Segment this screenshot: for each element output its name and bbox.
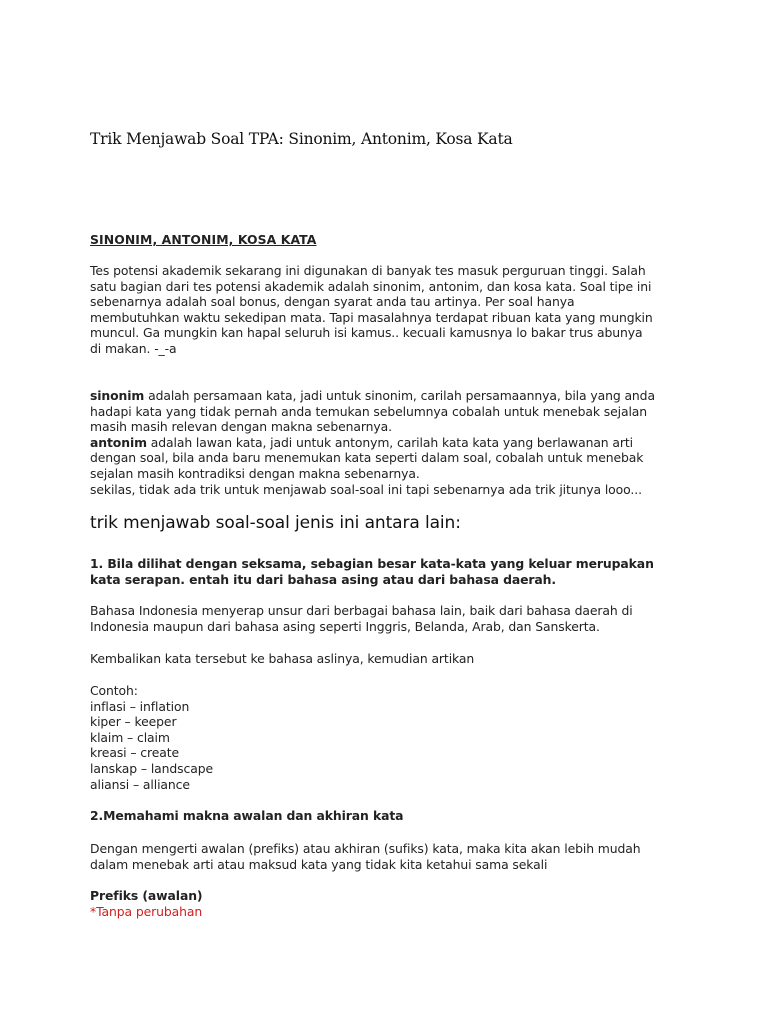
- example-item: inflasi – inflation: [90, 698, 190, 714]
- trick1-heading-line: kata serapan. entah itu dari bahasa asing atau dari bahasa daerah.: [90, 571, 557, 587]
- section-heading-text: SINONIM, ANTONIM, KOSA KATA: [90, 232, 317, 247]
- trick2-paragraph: [90, 841, 690, 872]
- antonim-line: sejalan masih kontradiksi dengan makna sebenarnya.: [90, 465, 420, 481]
- trick2-para-line: Dengan mengerti awalan (prefiks) atau akhiran (sufiks) kata, maka kita akan lebih mudah: [90, 841, 641, 856]
- trick1-heading: [90, 556, 690, 587]
- trick2-heading: [90, 808, 690, 824]
- intro-paragraph: [90, 263, 690, 357]
- trick2-para-line: dalam menebak arti atau maksud kata yang tidak kita ketahui sama sekali: [90, 856, 548, 872]
- antonim-term: antonim: [90, 434, 147, 450]
- sinonim-term: sinonim: [90, 388, 145, 403]
- intro-line: sebenarnya adalah soal bonus, dengan syarat anda tau artinya. Per soal hanya: [90, 294, 575, 310]
- intro-line: Tes potensi akademik sekarang ini digunakan di banyak tes masuk perguruan tinggi. Salah: [90, 263, 646, 278]
- intro-line: di makan. -_-a: [90, 340, 177, 356]
- prefix-note: *Tanpa perubahan: [90, 903, 203, 919]
- sinonim-text: adalah persamaan kata, jadi untuk sinonim, carilah persamaannya, bila yang anda: [144, 388, 655, 403]
- trick1-para-line: Indonesia maupun dari bahasa asing seperti Inggris, Belanda, Arab, dan Sanskerta.: [90, 618, 600, 634]
- trick1-instruction-line: Kembalikan kata tersebut ke bahasa aslinya, kemudian artikan: [90, 651, 475, 666]
- example-item: kreasi – create: [90, 745, 180, 761]
- tricks-heading: [90, 513, 690, 533]
- intro-line: satu bagian dari tes potensi akademik adalah sinonim, antonim, dan kosa kata. Soal tipe ini: [90, 278, 652, 294]
- trick1-heading-line: 1. Bila dilihat dengan seksama, sebagian besar kata-kata yang keluar merupakan: [90, 556, 654, 571]
- sinonim-line: hadapi kata yang tidak pernah anda temukan sebelumnya cobalah untuk menebak sejalan: [90, 403, 648, 419]
- section-heading: [90, 232, 690, 248]
- prefix-section: [90, 888, 690, 919]
- antonim-line: dengan soal, bila anda baru menemukan kata seperti dalam soal, cobalah untuk menebak: [90, 450, 644, 466]
- prefix-heading: Prefiks (awalan): [90, 888, 203, 903]
- example-item: lanskap – landscape: [90, 760, 214, 776]
- examples-label: Contoh:: [90, 683, 138, 698]
- intro-line: muncul. Ga mungkin kan hapal seluruh isi kamus.. kecuali kamusnya lo bakar trus abunya: [90, 325, 643, 341]
- sinonim-line: masih masih relevan dengan makna sebenarnya.: [90, 419, 392, 435]
- trick2-heading-text: 2.Memahami makna awalan dan akhiran kata: [90, 808, 404, 823]
- definitions-paragraph: [90, 388, 690, 497]
- trick1-para-line: Bahasa Indonesia menyerap unsur dari berbagai bahasa lain, baik dari bahasa daerah di: [90, 603, 633, 618]
- examples-list: [90, 683, 690, 792]
- antonim-text: adalah lawan kata, jadi untuk antonym, carilah kata kata yang berlawanan arti: [146, 434, 633, 450]
- intro-line: membutuhkan waktu sekedipan mata. Tapi masalahnya terdapat ribuan kata yang mungkin: [90, 309, 653, 325]
- trick1-instruction: [90, 651, 690, 667]
- sinonim-line: [90, 388, 690, 404]
- example-item: aliansi – alliance: [90, 776, 190, 792]
- closing-line: sekilas, tidak ada trik untuk menjawab soal-soal ini tapi sebenarnya ada trik jitunya looo...: [90, 481, 642, 497]
- example-item: klaim – claim: [90, 729, 170, 745]
- trick1-paragraph: [90, 603, 690, 634]
- tricks-heading-text: trik menjawab soal-soal jenis ini antara lain:: [90, 513, 461, 533]
- example-item: kiper – keeper: [90, 714, 177, 730]
- antonim-line: [90, 435, 690, 451]
- document-title: Trik Menjawab Soal TPA: Sinonim, Antonim, Kosa Kata: [90, 130, 513, 148]
